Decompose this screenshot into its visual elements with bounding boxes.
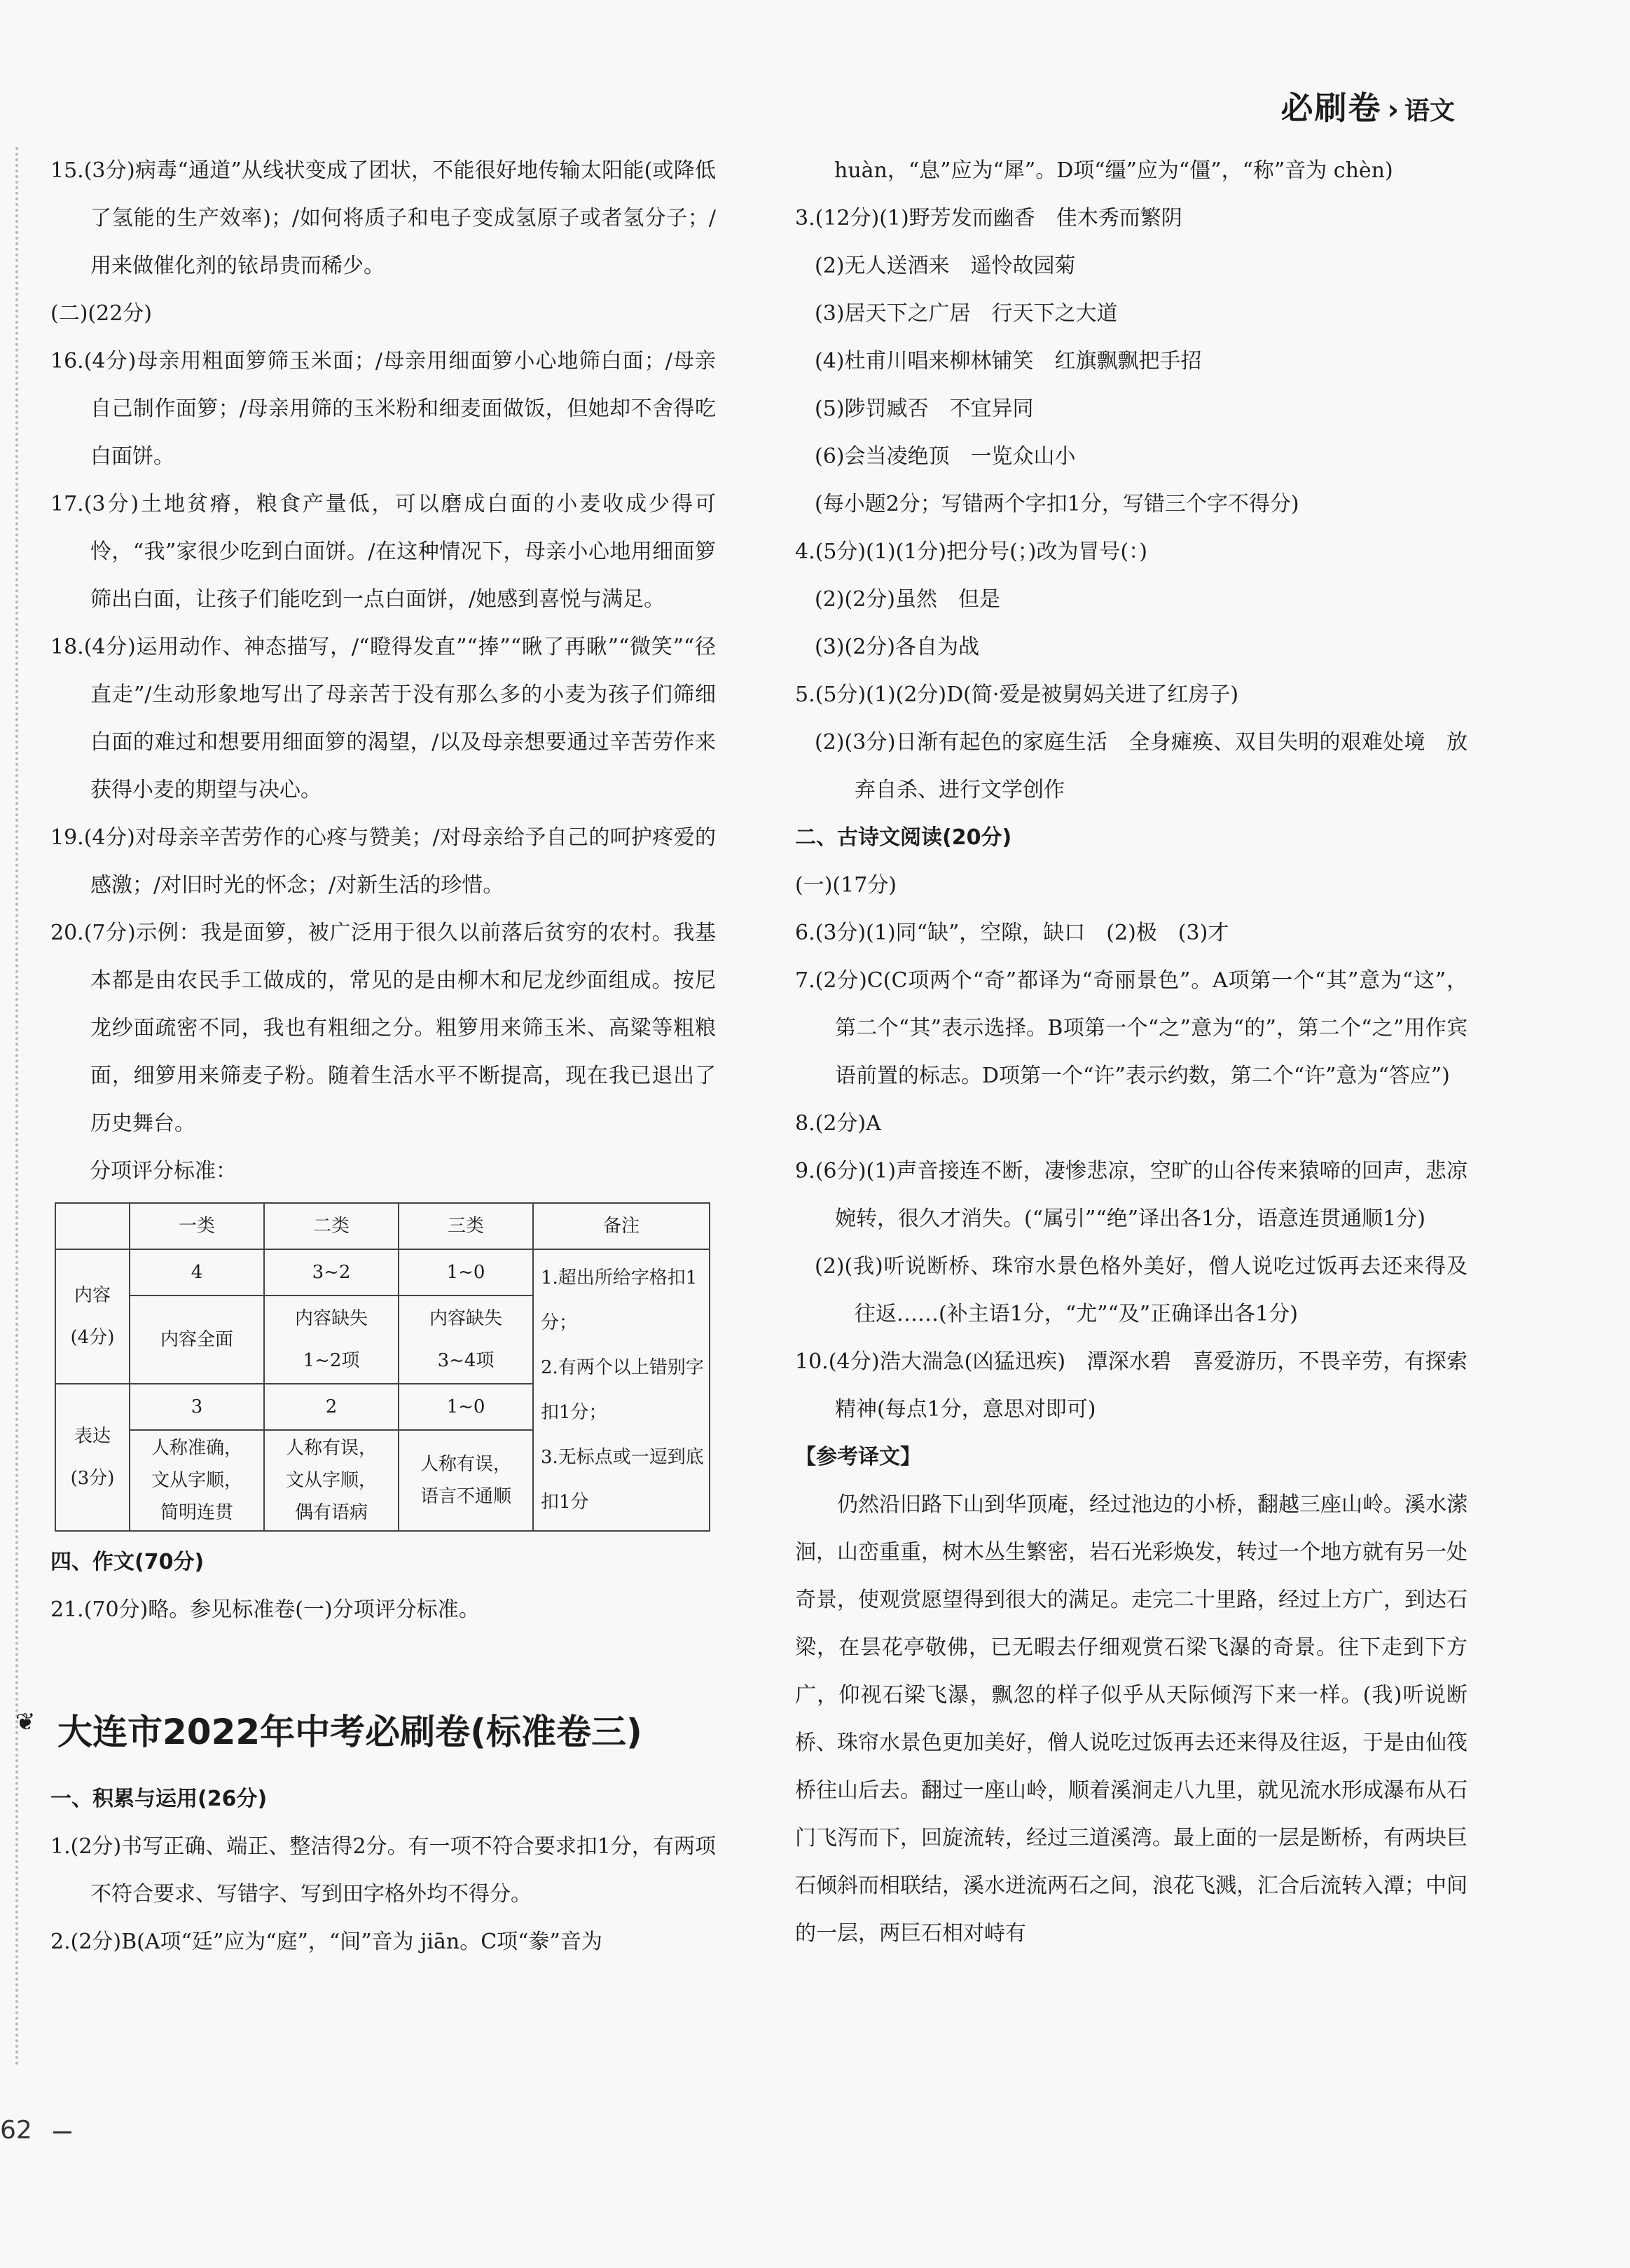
scoring-label: 分项评分标准： <box>90 1159 237 1183</box>
answer-20: 20.(7分)示例：我是面箩，被广泛用于很久以前落后贫穷的农村。我基本都是由农民手工做成的，常见的是由柳木和尼龙纱面组成。按尼龙纱面疏密不同，我也有粗细之分。粗箩用来筛玉米、高粱等粗粮面，细箩用来筛麦子粉。随着生活水平不断提高，现在我已退出了历史舞台。 <box>50 921 716 1136</box>
table-cell: 人称准确， 文从字顺， 简明连贯 <box>130 1430 264 1531</box>
page-number-dash <box>53 2131 71 2133</box>
table-header-cell: 备注 <box>533 1203 710 1249</box>
reference-translation-tag: 【参考译文】 <box>795 1445 921 1469</box>
table-cell: 内容缺失 3~4项 <box>399 1295 533 1384</box>
header-brand: 必刷卷 <box>1280 89 1382 127</box>
reference-translation: 仍然沿旧路下山到华顶庵，经过池边的小桥，翻越三座山岭。溪水潆洄，山峦重重，树木丛生繁密，岩石光彩焕发，转过一个地方就有另一处奇景，使观赏愿望得到很大的满足。走完二十里路，经过上方广，到达石梁，在昙花亭敬佛，已无暇去仔细观赏石梁飞瀑的奇景。往下走到下方广，仰视石梁飞瀑，飘忽的样子似乎从天际倾泻下来一样。(我)听说断桥、珠帘水景色更加美好，僧人说吃过饭再去还来得及往返，于是由仙筏桥往山后去。翻过一座山岭，顺着溪涧走八九里，就见流水形成瀑布从石门飞泻而下，回旋流转，经过三道溪湾。最上面的一层是断桥，有两块巨石倾斜而相联结，溪水迸流两石之间，浪花飞溅，汇合后流转入潭；中间的一层，两巨石相对峙有 <box>795 1492 1467 1946</box>
page-number: 62 <box>0 2116 32 2145</box>
binding-margin-dots <box>15 147 18 2067</box>
answer-2: 2.(2分)B(A项“廷”应为“庭”，“间”音为 jiān。C项“豢”音为 <box>50 1930 602 1954</box>
answer-10: 10.(4分)浩大湍急(凶猛迅疾) 潭深水碧 喜爱游历，不畏辛劳，有探索精神(每点1分，意思对即可) <box>795 1349 1467 1422</box>
answer-4-item: (2)(2分)虽然 但是 <box>815 587 1000 612</box>
exam-title <box>15 1704 716 1754</box>
answer-3: 3.(12分)(1)野芳发而幽香 佳木秀而繁阴 <box>795 206 1182 231</box>
table-cell: 人称有误， 文从字顺， 偶有语病 <box>264 1430 399 1531</box>
answer-16: 16.(4分)母亲用粗面箩筛玉米面；/母亲用细面箩小心地筛白面；/母亲自己制作面箩；/母亲用筛的玉米粉和细麦面做饭，但她却不舍得吃白面饼。 <box>50 349 716 469</box>
section-part1: 一、积累与运用(26分) <box>50 1787 268 1811</box>
page-header <box>1281 83 1456 129</box>
table-cell: 4 <box>130 1249 264 1295</box>
table-cell: 1~0 <box>399 1249 533 1295</box>
answer-18: 18.(4分)运用动作、神态描写，/“瞪得发直”“捧”“瞅了再瞅”“微笑”“径直走”/生动形象地写出了母亲苦于没有那么多的小麦为孩子们筛细白面的难过和想要用细面箩的渴望，/以及母亲想要通过辛苦劳作来获得小麦的期望与决心。 <box>50 635 716 802</box>
right-column <box>795 147 1467 1958</box>
row-label-content: 内容 (4分) <box>55 1249 130 1384</box>
table-cell: 2 <box>264 1384 399 1430</box>
table-header-cell: 二类 <box>264 1203 399 1249</box>
table-cell: 人称有误， 语言不通顺 <box>399 1430 533 1531</box>
row-label-expression: 表达 (3分) <box>55 1384 130 1531</box>
table-row <box>55 1249 710 1295</box>
answer-2-continued: huàn，“息”应为“犀”。D项“缰”应为“僵”，“称”音为 chèn) <box>834 158 1393 183</box>
answer-8: 8.(2分)A <box>795 1111 881 1136</box>
answer-3-item: (3)居天下之广居 行天下之大道 <box>815 301 1118 326</box>
answer-9-2: (2)(我)听说断桥、珠帘水景色格外美好，僧人说吃过饭再去还来得及往返……(补主语1分，“尤”“及”正确译出各1分) <box>815 1254 1467 1326</box>
table-note: 1.超出所给字格扣1分； 2.有两个以上错别字扣1分； 3.无标点或一逗到底扣1分 <box>533 1249 710 1531</box>
table-cell: 3~2 <box>264 1249 399 1295</box>
section-part2-classical: 二、古诗文阅读(20分) <box>795 825 1012 850</box>
table-cell: 内容全面 <box>130 1295 264 1384</box>
answer-5: 5.(5分)(1)(2分)D(简·爱是被舅妈关进了红房子) <box>795 682 1239 707</box>
left-column <box>15 147 716 1966</box>
answer-3-item: (2)无人送酒来 遥怜故园菊 <box>815 254 1076 278</box>
answer-3-item: (5)陟罚臧否 不宜异同 <box>815 397 1034 421</box>
answer-19: 19.(4分)对母亲辛苦劳作的心疼与赞美；/对母亲给予自己的呵护疼爱的感激；/对旧时光的怀念；/对新生活的珍惜。 <box>50 825 716 898</box>
answer-7: 7.(2分)C(C项两个“奇”都译为“奇丽景色”。A项第一个“其”意为“这”，第二个“其”表示选择。B项第一个“之”意为“的”，第二个“之”用作宾语前置的标志。D项第一个“许”表示约数，第二个“许”意为“答应”) <box>795 968 1467 1088</box>
table-header-cell: 三类 <box>399 1203 533 1249</box>
answer-3-item: (4)杜甫川唱来柳林铺笑 红旗飘飘把手招 <box>815 349 1202 373</box>
chevron-right-icon: › <box>1387 94 1399 126</box>
exam-title-text: 大连市2022年中考必刷卷(标准卷三) <box>57 1712 642 1752</box>
table-cell: 1~0 <box>399 1384 533 1430</box>
table-header-row <box>55 1203 710 1249</box>
answer-1: 1.(2分)书写正确、端正、整洁得2分。有一项不符合要求扣1分，有两项不符合要求、写错字、写到田字格外均不得分。 <box>50 1834 716 1906</box>
leaf-icon: ❦ <box>15 1708 36 1736</box>
scoring-table <box>55 1202 710 1532</box>
table-header-cell: 一类 <box>130 1203 264 1249</box>
header-subject: 语文 <box>1404 97 1455 125</box>
answer-3-item: (6)会当凌绝顶 一览众山小 <box>815 444 1076 469</box>
answer-4: 4.(5分)(1)(1分)把分号(；)改为冒号(：) <box>795 539 1147 564</box>
answer-6: 6.(3分)(1)同“缺”，空隙，缺口 (2)极 (3)才 <box>795 921 1229 945</box>
table-cell: 3 <box>130 1384 264 1430</box>
answer-4-item: (3)(2分)各自为战 <box>815 635 979 659</box>
answer-9-1: 9.(6分)(1)声音接连不断，凄惨悲凉，空旷的山谷传来猿啼的回声，悲凉婉转，很久才消失。(“属引”“绝”译出各1分，语意连贯通顺1分) <box>795 1159 1467 1231</box>
answer-15: 15.(3分)病毒“通道”从线状变成了团状，不能很好地传输太阳能(或降低了氢能的生产效率)；/如何将质子和电子变成氢原子或者氢分子；/用来做催化剂的铱昂贵而稀少。 <box>50 158 716 278</box>
answer-17: 17.(3分)土地贫瘠，粮食产量低，可以磨成白面的小麦收成少得可怜，“我”家很少吃到白面饼。/在这种情况下，母亲小心地用细面箩筛出白面，让孩子们能吃到一点白面饼，/她感到喜悦与满足。 <box>50 492 716 612</box>
table-header-cell <box>55 1203 130 1249</box>
table-cell: 内容缺失 1~2项 <box>264 1295 399 1384</box>
section-part4: 四、作文(70分) <box>50 1550 205 1574</box>
section-part2: (二)(22分) <box>50 301 152 326</box>
answer-3-note: (每小题2分；写错两个字扣1分，写错三个字不得分) <box>815 492 1299 516</box>
answer-21: 21.(70分)略。参见标准卷(一)分项评分标准。 <box>50 1597 480 1622</box>
answer-5-item: (2)(3分)日渐有起色的家庭生活 全身瘫痪、双目失明的艰难处境 放弃自杀、进行文学创作 <box>815 730 1467 802</box>
subsection-1: (一)(17分) <box>795 873 897 898</box>
